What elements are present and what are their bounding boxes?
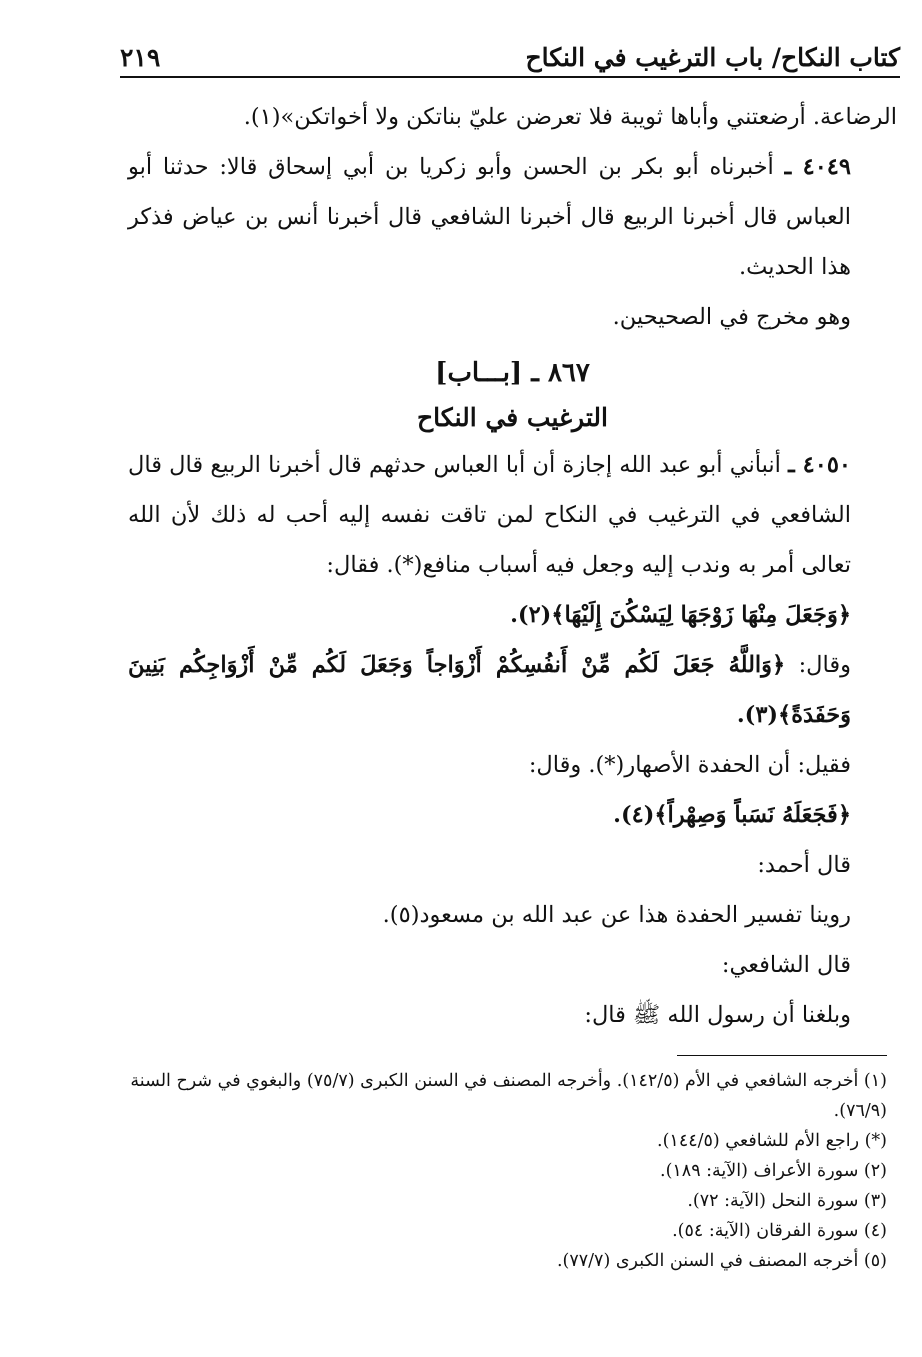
- running-title: كتاب النكاح/ باب الترغيب في النكاح: [525, 43, 900, 72]
- page-header: [120, 28, 900, 78]
- hadith-text: أنبأني أبو عبد الله إجازة أن أبا العباس حدثهم قال أخبرنا الربيع قال قال الشافعي في الترغيب في النكاح لمن تاقت نفسه إليه أحب له ذلك لأن الله تعالى أمر به وندب إليه وجعل فيه أسباب منافع(*). فقال:: [128, 452, 851, 578]
- quran-verse-1: ﴿وَجَعَلَ مِنْهَا زَوْجَهَا لِيَسْكُنَ إِلَيْهَا﴾(٢).: [510, 602, 851, 628]
- quran-verse-3: ﴿فَجَعَلَهُ نَسَباً وَصِهْراً﴾(٤).: [613, 802, 851, 828]
- footnote-1: (١) أخرجه الشافعي في الأم (١٤٢/٥). وأخرجه المصنف في السنن الكبرى (٧٥/٧) والبغوي في شرح السنة (٧٦/٩).: [130, 1071, 887, 1121]
- hadith-4049: [128, 142, 897, 292]
- footnote-divider: [677, 1055, 887, 1056]
- footnote-5: (٥) أخرجه المصنف في السنن الكبرى (٧٧/٧).: [556, 1251, 887, 1271]
- footnote-4: (٤) سورة الفرقان (الآية: ٥٤).: [672, 1221, 887, 1241]
- hadith-number: ٤٠٤٩ ـ: [784, 154, 851, 180]
- quran-verse-2-paragraph: [128, 640, 897, 740]
- hadith-4050: [128, 440, 897, 590]
- footnotes: [128, 1066, 887, 1276]
- continuation-paragraph: الرضاعة. أرضعتني وأباها ثويبة فلا تعرضن عليّ بناتكن ولا أخواتكن»(١).: [243, 104, 897, 130]
- hadith-number: ٤٠٥٠ ـ: [788, 452, 851, 478]
- qal-ahmad: قال أحمد:: [757, 852, 851, 878]
- qal-shafii: قال الشافعي:: [721, 952, 851, 978]
- takhrij-note: وهو مخرج في الصحيحين.: [612, 304, 851, 330]
- page-number: ٢١٩: [120, 43, 161, 72]
- hafada-explanation: فقيل: أن الحفدة الأصهار(*). وقال:: [528, 752, 851, 778]
- qal-intro: وقال:: [798, 652, 851, 678]
- hadith-text: أخبرناه أبو بكر بن الحسن وأبو زكريا بن أبي إسحاق قالا: حدثنا أبو العباس قال أخبرنا الربيع قال أخبرنا الشافعي قال أخبرنا أنس بن عياض فذكر هذا الحديث.: [128, 154, 851, 280]
- chapter-title: الترغيب في النكاح: [417, 403, 608, 432]
- main-text: [128, 92, 897, 1040]
- quran-verse-2: ﴿وَاللَّهُ جَعَلَ لَكُم مِّنْ أَنفُسِكُمْ أَزْوَاجاً وَجَعَلَ لَكُم مِّنْ أَزْوَاجِكُم بَنِينَ وَحَفَدَةً﴾(٣).: [128, 652, 851, 728]
- ruwina-paragraph: روينا تفسير الحفدة هذا عن عبد الله بن مسعود(٥).: [382, 902, 851, 928]
- chapter-heading: ٨٦٧ ـ [بـــاب]: [435, 358, 590, 388]
- footnote-3: (٣) سورة النحل (الآية: ٧٢).: [687, 1191, 887, 1211]
- footnote-star: (*) راجع الأم للشافعي (١٤٤/٥).: [657, 1131, 887, 1151]
- balaghana-paragraph: وبلغنا أن رسول الله ﷺ قال:: [584, 1002, 851, 1028]
- footnote-2: (٢) سورة الأعراف (الآية: ١٨٩).: [660, 1161, 887, 1181]
